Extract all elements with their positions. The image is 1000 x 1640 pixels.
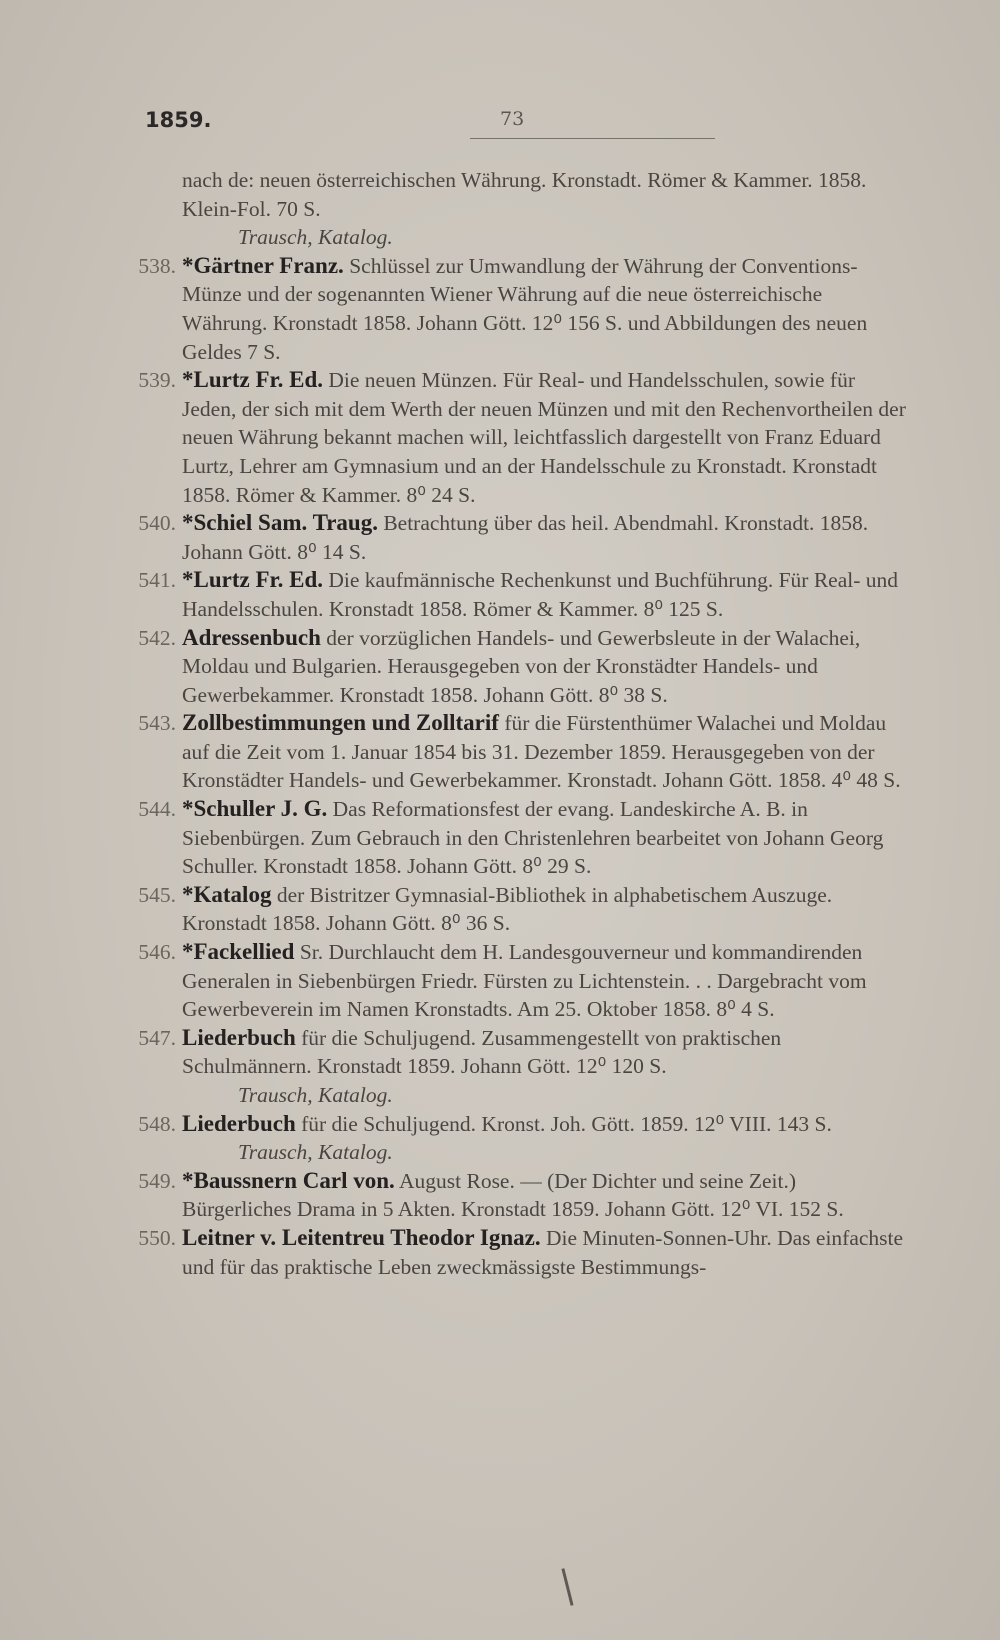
list-item <box>110 795 910 881</box>
entry-text: Betrachtung über das heil. Abendmahl. Kronstadt. 1858. Johann Gött. 8⁰ 14 S. <box>182 511 869 564</box>
entry-text: Das Reformationsfest der evang. Landeskirche A. B. in Siebenbürgen. Zum Gebrauch in den Christenlehren bearbeitet von Johann Georg Schuller. Kronstadt 1858. Johann Gött. 8⁰ 29 S. <box>182 797 884 879</box>
entry-source: Trausch, Katalog. <box>238 1083 393 1107</box>
ink-mark <box>561 1568 573 1606</box>
list-item <box>110 166 910 252</box>
entry-text: nach de: neuen österreichischen Währung. Kronstadt. Römer & Kammer. 1858. Klein-Fol. 70 S. <box>182 168 867 221</box>
list-item <box>110 709 910 795</box>
entry-author: *Schuller J. G. <box>182 796 328 822</box>
entry-number: 546. <box>138 940 176 965</box>
entry-text: August Rose. — (Der Dichter und seine Zeit.) Bürgerliches Drama in 5 Akten. Kronstadt 1859. Johann Gött. 12⁰ VI. 152 S. <box>182 1168 844 1222</box>
entry-author: *Gärtner Franz. <box>182 252 344 278</box>
entry-text: für die Schuljugend. Zusammengestellt von praktischen Schulmännern. Kronstadt 1859. Johann Gött. 12⁰ 120 S. <box>182 1025 782 1079</box>
entry-author: *Lurtz Fr. Ed. <box>182 567 323 593</box>
entry-source: Trausch, Katalog. <box>238 1140 393 1165</box>
entry-author: Zollbestimmungen und Zolltarif <box>182 710 499 736</box>
entry-author: *Katalog <box>182 881 272 907</box>
entry-text: Schlüssel zur Umwandlung der Währung der Conventions-Münze und der sogenannten Wiener Währung auf die neue österreichische Währung. Kronstadt 1858. Johann Gött. 12⁰ 156 S. und Abbildungen des neuen Geldes 7 S. <box>182 253 868 364</box>
entry-author: *Fackellied <box>182 939 295 965</box>
page-header <box>145 108 865 144</box>
entry-number: 549. <box>138 1168 176 1193</box>
entry-text: Die neuen Münzen. Für Real- und Handelsschulen, sowie für Jeden, der sich mit dem Werth der neuen Münzen und mit den Rechenvortheilen der neuen Währung bekannt machen will, leichtfasslich dargestellt von Franz Eduard Lurtz, Lehrer am Gymnasium und an der Handelsschule zu Kronstadt. Kronstadt 1858. Römer & Kammer. 8⁰ 24 S. <box>182 368 906 507</box>
list-item <box>110 1224 910 1281</box>
entry-number: 544. <box>138 797 176 822</box>
list-item <box>110 1167 910 1224</box>
entry-number: 545. <box>138 882 176 907</box>
entry-source: Trausch, Katalog. <box>238 225 393 250</box>
entry-number: 541. <box>138 568 176 593</box>
list-item <box>110 252 910 366</box>
entry-number: 548. <box>138 1111 176 1136</box>
entry-author: Leitner v. Leitentreu Theodor Ignaz. <box>182 1224 541 1250</box>
list-item <box>110 1024 910 1110</box>
entry-text: der Bistritzer Gymnasial-Bibliothek in alphabetischem Auszuge. Kronstadt 1858. Johann Gött. 8⁰ 36 S. <box>182 882 833 936</box>
header-rule <box>470 138 715 139</box>
entry-text: für die Schuljugend. Kronst. Joh. Gött. 1859. 12⁰ VIII. 143 S. <box>295 1111 832 1136</box>
list-item <box>110 366 910 509</box>
entry-text: für die Fürstenthümer Walachei und Moldau auf die Zeit vom 1. Januar 1854 bis 31. Dezember 1859. Herausgegeben von der Kronstädter Handels- und Gewerbekammer. Kronstadt. Johann Gött. 1858. 4⁰ 48 S. <box>182 711 901 793</box>
entry-author: *Baussnern Carl von. <box>182 1167 395 1193</box>
entry-text: Sr. Durchlaucht dem H. Landesgouverneur und kommandirenden Generalen in Siebenbürgen Friedr. Fürsten zu Lichtenstein. . . Dargebracht vom Gewerbeverein im Namen Kronstadts. Am 25. Oktober 1858. 8⁰ 4 S. <box>182 940 867 1022</box>
entry-author: *Schiel Sam. Traug. <box>182 510 378 536</box>
entry-number: 547. <box>138 1025 176 1050</box>
entry-number: 540. <box>138 511 176 536</box>
entry-text: Die Minuten-Sonnen-Uhr. Das einfachste und für das praktische Leben zweckmässigste Bestimmungs- <box>182 1225 904 1279</box>
entry-number: 538. <box>138 253 176 278</box>
page-number: 73 <box>500 108 525 130</box>
running-year: 1859. <box>145 108 212 132</box>
entry-number: 543. <box>138 711 176 736</box>
entry-number: 539. <box>138 368 176 393</box>
entry-author: Liederbuch <box>182 1024 296 1050</box>
entry-text: der vorzüglichen Handels- und Gewerbsleute in der Walachei, Moldau und Bulgarien. Herausgegeben von der Kronstädter Handels- und Gewerbekammer. Kronstadt 1858. Johann Gött. 8⁰ 38 S. <box>182 625 861 707</box>
entry-text: Die kaufmännische Rechenkunst und Buchführung. Für Real- und Handelsschulen. Kronstadt 1858. Römer & Kammer. 8⁰ 125 S. <box>182 568 898 621</box>
list-item <box>110 509 910 566</box>
entry-author: *Lurtz Fr. Ed. <box>182 367 323 393</box>
bibliography-list <box>110 166 910 1281</box>
entry-number: 550. <box>138 1225 176 1250</box>
list-item <box>110 1110 910 1167</box>
entry-number: 542. <box>138 625 176 650</box>
list-item <box>110 566 910 623</box>
entry-author: Adressenbuch <box>182 624 321 650</box>
list-item <box>110 938 910 1024</box>
entry-author: Liederbuch <box>182 1110 296 1136</box>
list-item <box>110 881 910 938</box>
list-item <box>110 624 910 710</box>
